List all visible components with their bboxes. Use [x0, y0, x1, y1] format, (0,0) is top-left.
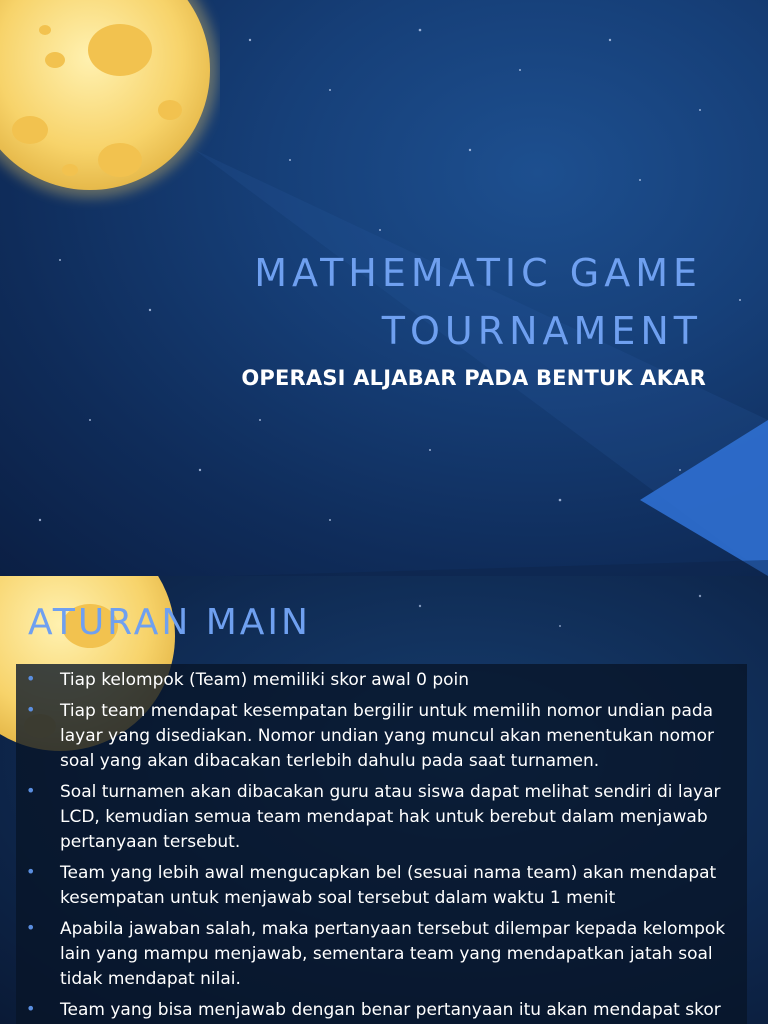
- list-item: [26, 861, 734, 911]
- bullet-icon: •: [26, 918, 36, 937]
- slide-subtitle: OPERASI ALJABAR PADA BENTUK AKAR: [241, 366, 706, 390]
- rules-heading: ATURAN MAIN: [28, 602, 311, 643]
- rule-text: Apabila jawaban salah, maka pertanyaan tersebut dilempar kepada kelompok lain yang mampu menjawab, sementara team yang mendapatkan jatah soal tidak mendapat nilai.: [60, 919, 726, 989]
- rule-text: Soal turnamen akan dibacakan guru atau siswa dapat melihat sendiri di layar LCD, kemudian semua team mendapat hak untuk berebut dalam menjawab pertanyaan tersebut.: [60, 782, 721, 852]
- bullet-icon: •: [26, 781, 36, 800]
- list-item: [26, 780, 734, 855]
- list-item: [26, 699, 734, 774]
- bullet-icon: •: [26, 669, 36, 688]
- list-item: [26, 668, 734, 693]
- list-item: [26, 998, 734, 1023]
- bullet-icon: •: [26, 999, 36, 1018]
- rule-text: Team yang bisa menjawab dengan benar pertanyaan itu akan mendapat skor: [60, 1000, 721, 1020]
- moon-icon: [0, 0, 220, 220]
- rules-list: [26, 668, 734, 1024]
- rule-text: Tiap team mendapat kesempatan bergilir untuk memilih nomor undian pada layar yang disediakan. Nomor undian yang muncul akan menentukan nomor soal yang akan dibacakan terlebih dahulu pada saat turnamen.: [60, 701, 714, 771]
- rule-text: Team yang lebih awal mengucapkan bel (sesuai nama team) akan mendapat kesempatan untuk menjawab soal tersebut dalam waktu 1 menit: [60, 863, 717, 908]
- rules-slide: [0, 576, 768, 1024]
- bullet-icon: •: [26, 862, 36, 881]
- slide-title: MATHEMATIC GAME TOURNAMENT: [254, 251, 702, 353]
- bullet-icon: •: [26, 700, 36, 719]
- list-item: [26, 917, 734, 992]
- rule-text: Tiap kelompok (Team) memiliki skor awal 0 poin: [60, 670, 470, 690]
